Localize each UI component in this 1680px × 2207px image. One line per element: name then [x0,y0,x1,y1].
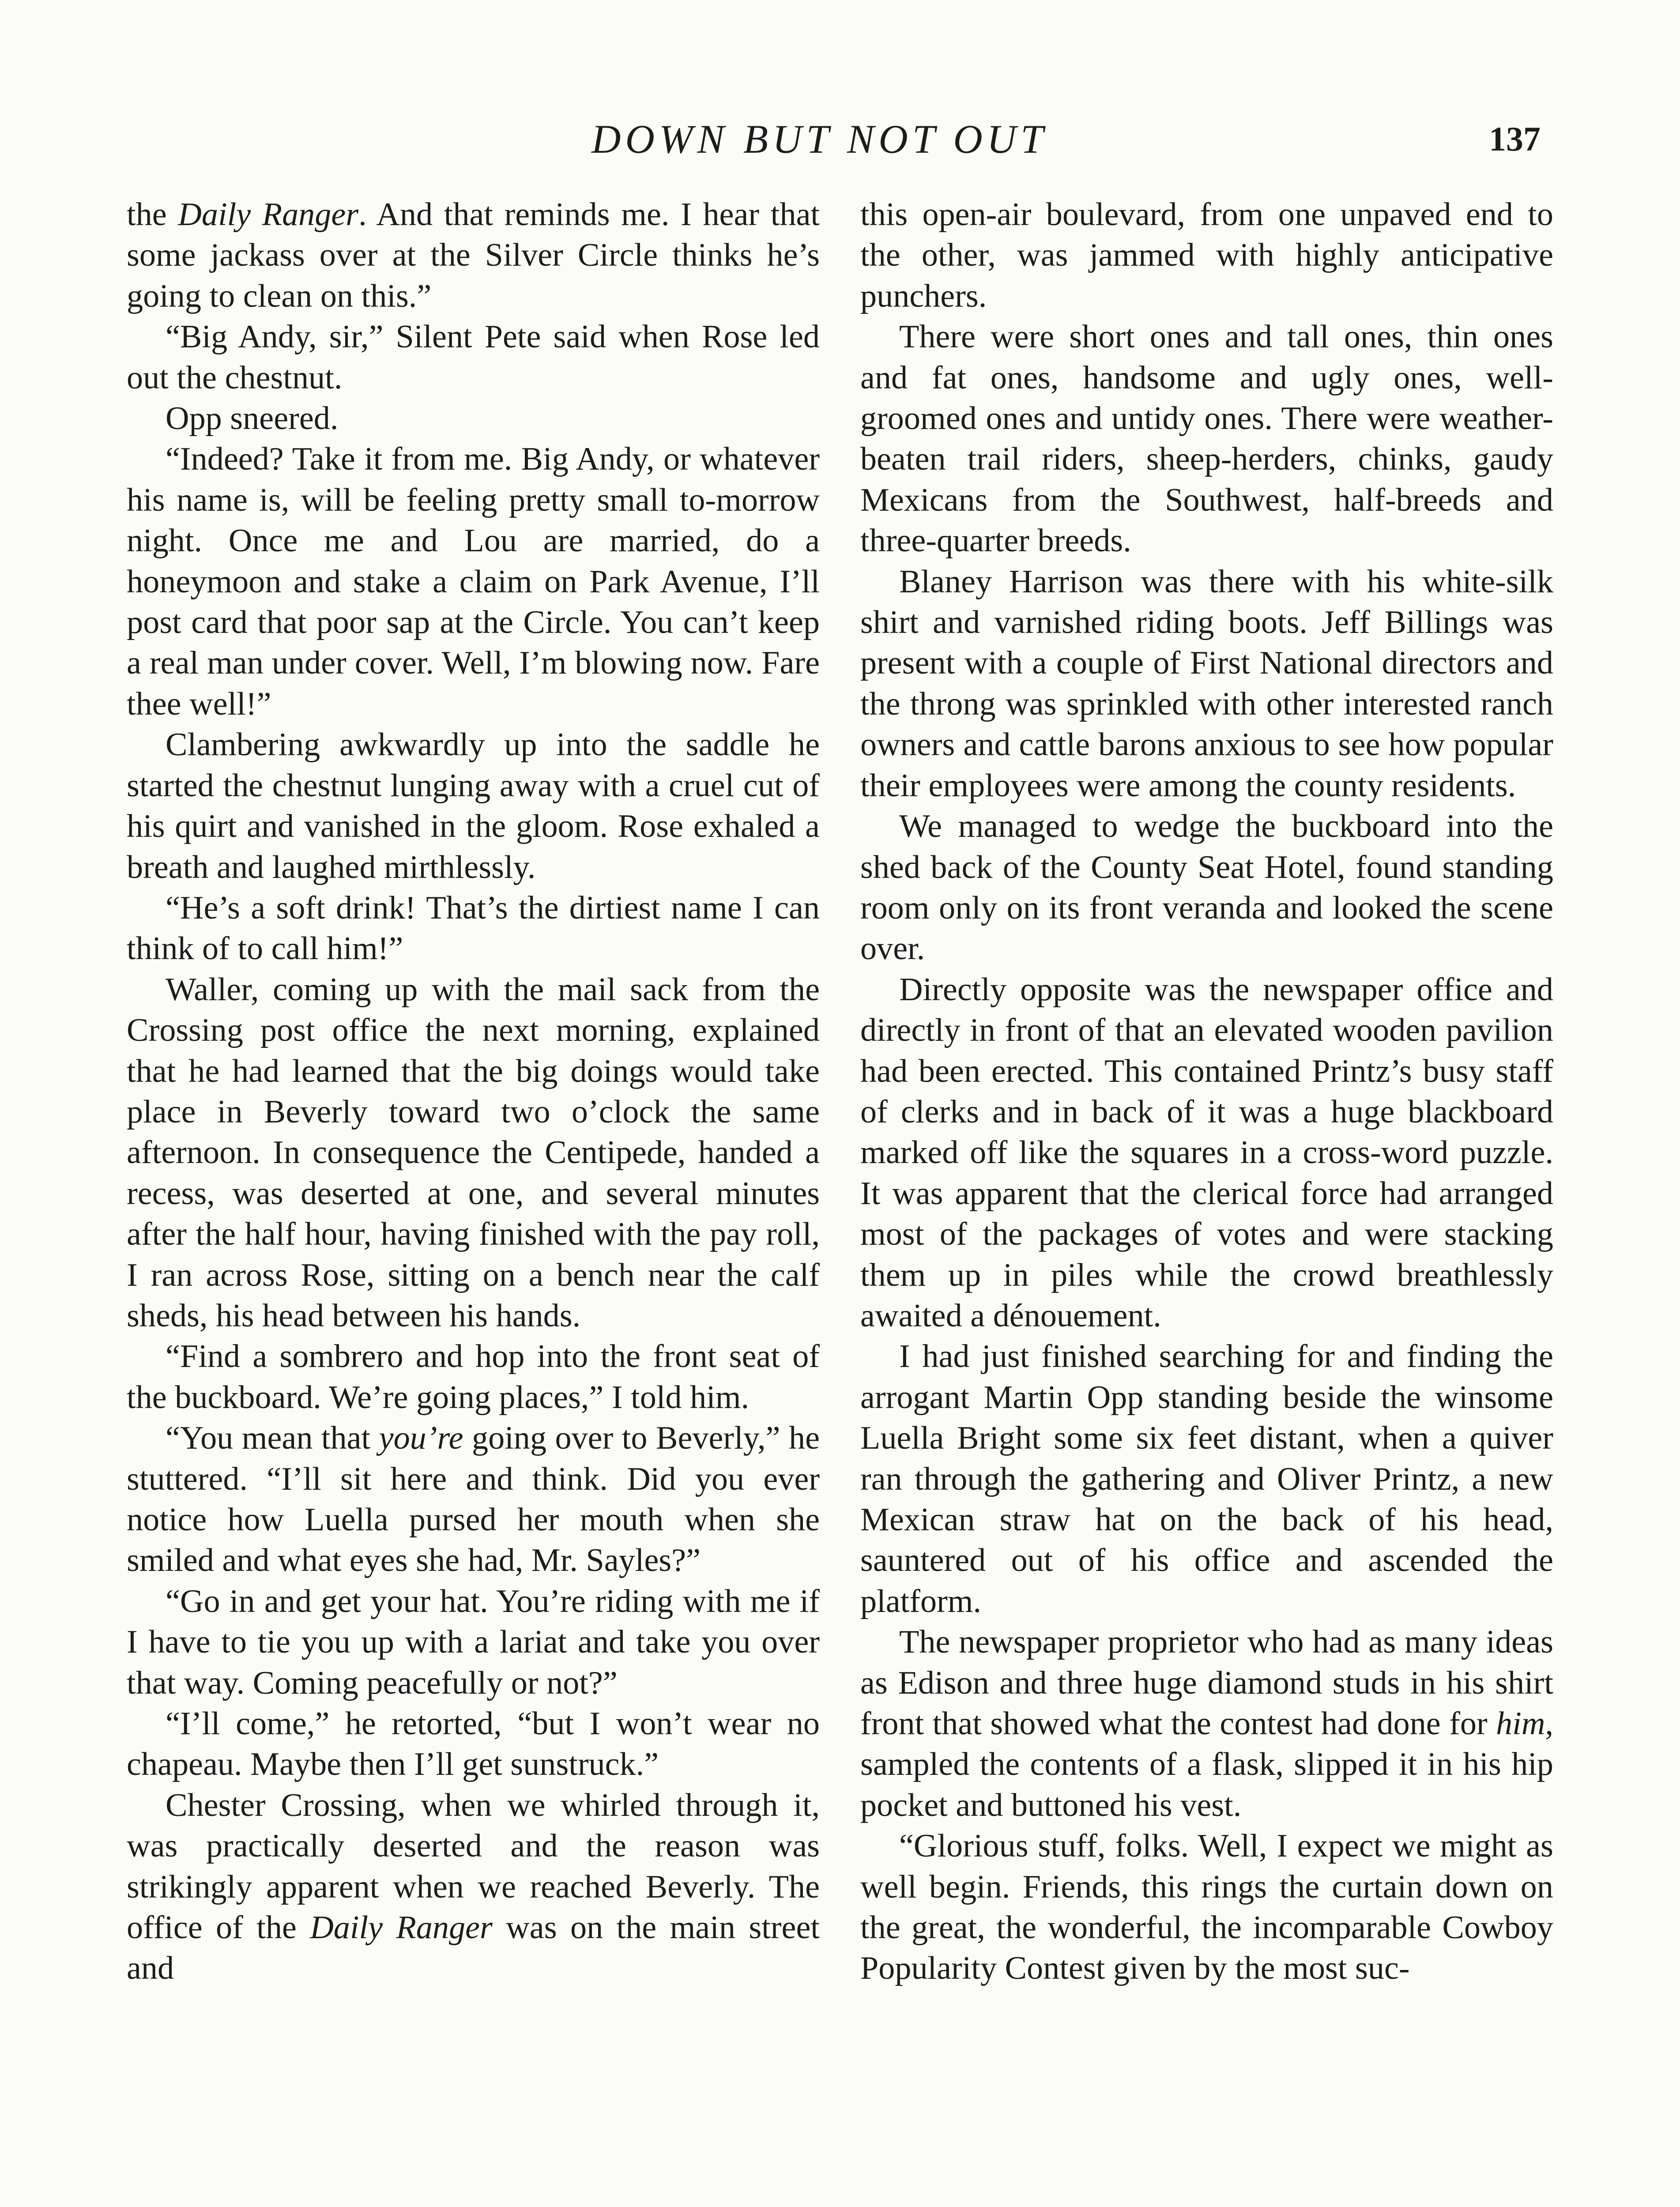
text-run: “He’s a soft drink! That’s the dirtiest name I can think of to call him!” [127,889,820,967]
paragraph [127,439,820,724]
italic-text: him [1496,1706,1545,1742]
italic-text: you’re [379,1420,463,1457]
page-number: 137 [1489,120,1541,158]
text-run: Directly opposite was the newspaper office and directly in front of that an elevated wooden pavilion had been erected. This contained Printz’s busy staff of clerks and in back of it was a huge blackboard marked off like the squares in a cross-word puzzle. It was apparent that the clerical force had arranged most of the packages of votes and were stacking them up in piles while the crowd breathlessly awaited a dénouement. [860,971,1553,1334]
paragraph [127,398,820,439]
text-run: Blaney Harrison was there with his white-silk shirt and varnished riding boots. Jeff Billings was present with a couple of First National directors and the throng was sprinkled with other interested ranch owners and cattle barons anxious to see how popular their employees were among the county residents. [860,563,1553,804]
right-column [860,194,1553,1989]
text-run: There were short ones and tall ones, thin ones and fat ones, handsome and ugly ones, well-groomed ones and untidy ones. There were weather-beaten trail riders, sheep-herders, chinks, gaudy Mexicans from the Southwest, half-breeds and three-quarter breeds. [860,319,1553,559]
text-run: the [127,196,178,233]
paragraph [860,806,1553,969]
text-run: Chester Crossing, when we whirled through it, was practically deserted and the reason was strikingly apparent when we reached Beverly. The office of the [127,1787,820,1946]
text-run: The newspaper proprietor who had as many ideas as Edison and three huge diamond studs in his shirt front that showed what the contest had done for [860,1624,1553,1742]
text-run: Clambering awkwardly up into the saddle he started the chestnut lunging away with a cruel cut of his quirt and vanished in the gloom. Rose exhaled a breath and laughed mirthlessly. [127,727,820,885]
paragraph [127,724,820,888]
paragraph [860,969,1553,1337]
text-run: . And that reminds me. I hear that some jackass over at the Silver Circle thinks he’s going to clean on this.” [127,196,820,314]
paragraph [127,194,820,316]
text-run: “Glorious stuff, folks. Well, I expect we might as well begin. Friends, this rings the curtain down on the great, the wonderful, the incomparable Cowboy Popularity Contest given by the most suc- [860,1828,1553,1987]
paragraph [127,888,820,969]
paragraph [127,1703,820,1785]
paragraph [860,1826,1553,1989]
text-run: Opp sneered. [166,400,339,437]
paragraph [860,194,1553,316]
text-run: “I’ll come,” he retorted, “but I won’t wear no chapeau. Maybe then I’ll get sunstruck.” [127,1706,820,1783]
running-title: DOWN BUT NOT OUT [591,117,1048,162]
paragraph [860,561,1553,806]
text-run: “Go in and get your hat. You’re riding with me if I have to tie you up with a lariat and take you over that way. Coming peacefully or not?” [127,1583,820,1701]
text-run: was on the main street and [127,1909,820,1987]
text-run: going over to Beverly,” he stuttered. “I’ll sit here and think. Did you ever notice how Luella pursed her mouth when she smiled and what eyes she had, Mr. Sayles?” [127,1420,820,1579]
paragraph [127,1336,820,1418]
paragraph [127,969,820,1337]
text-run: “Indeed? Take it from me. Big Andy, or whatever his name is, will be feeling pretty small to-morrow night. Once me and Lou are married, do a honeymoon and stake a claim on Park Avenue, I’ll post card that poor sap at the Circle. You can’t keep a real man under cover. Well, I’m blowing now. Fare thee well!” [127,441,820,722]
italic-text: Daily Ranger [178,196,359,233]
paragraph [860,316,1553,561]
paragraph [860,1336,1553,1622]
text-run: I had just finished searching for and finding the arrogant Martin Opp standing beside the winsome Luella Bright some six feet distant, when a quiver ran through the gathering and Oliver Printz, a new Mexican straw hat on the back of his head, sauntered out of his office and ascended the platform. [860,1338,1553,1619]
running-head [0,113,1680,166]
left-column [127,194,820,1989]
paragraph [127,1581,820,1703]
paragraph [127,1418,820,1581]
text-run: “Big Andy, sir,” Silent Pete said when Rose led out the chestnut. [127,319,820,396]
text-run: this open-air boulevard, from one unpaved end to the other, was jammed with highly anticipative punchers. [860,196,1553,314]
paragraph [127,1785,820,1989]
text-run: “You mean that [166,1420,379,1457]
italic-text: Daily Ranger [310,1909,493,1946]
paragraph [127,316,820,398]
paragraph [860,1622,1553,1826]
text-run: , sampled the contents of a flask, slipped it in his hip pocket and buttoned his vest. [860,1706,1553,1823]
text-run: We managed to wedge the buckboard into the shed back of the County Seat Hotel, found standing room only on its front veranda and looked the scene over. [860,808,1553,967]
text-run: Waller, coming up with the mail sack from the Crossing post office the next morning, explained that he had learned that the big doings would take place in Beverly toward two o’clock the same afternoon. In consequence the Centipede, handed a recess, was deserted at one, and several minutes after the half hour, having finished with the pay roll, I ran across Rose, sitting on a bench near the calf sheds, his head between his hands. [127,971,820,1334]
text-run: “Find a sombrero and hop into the front seat of the buckboard. We’re going places,” I told him. [127,1338,820,1416]
